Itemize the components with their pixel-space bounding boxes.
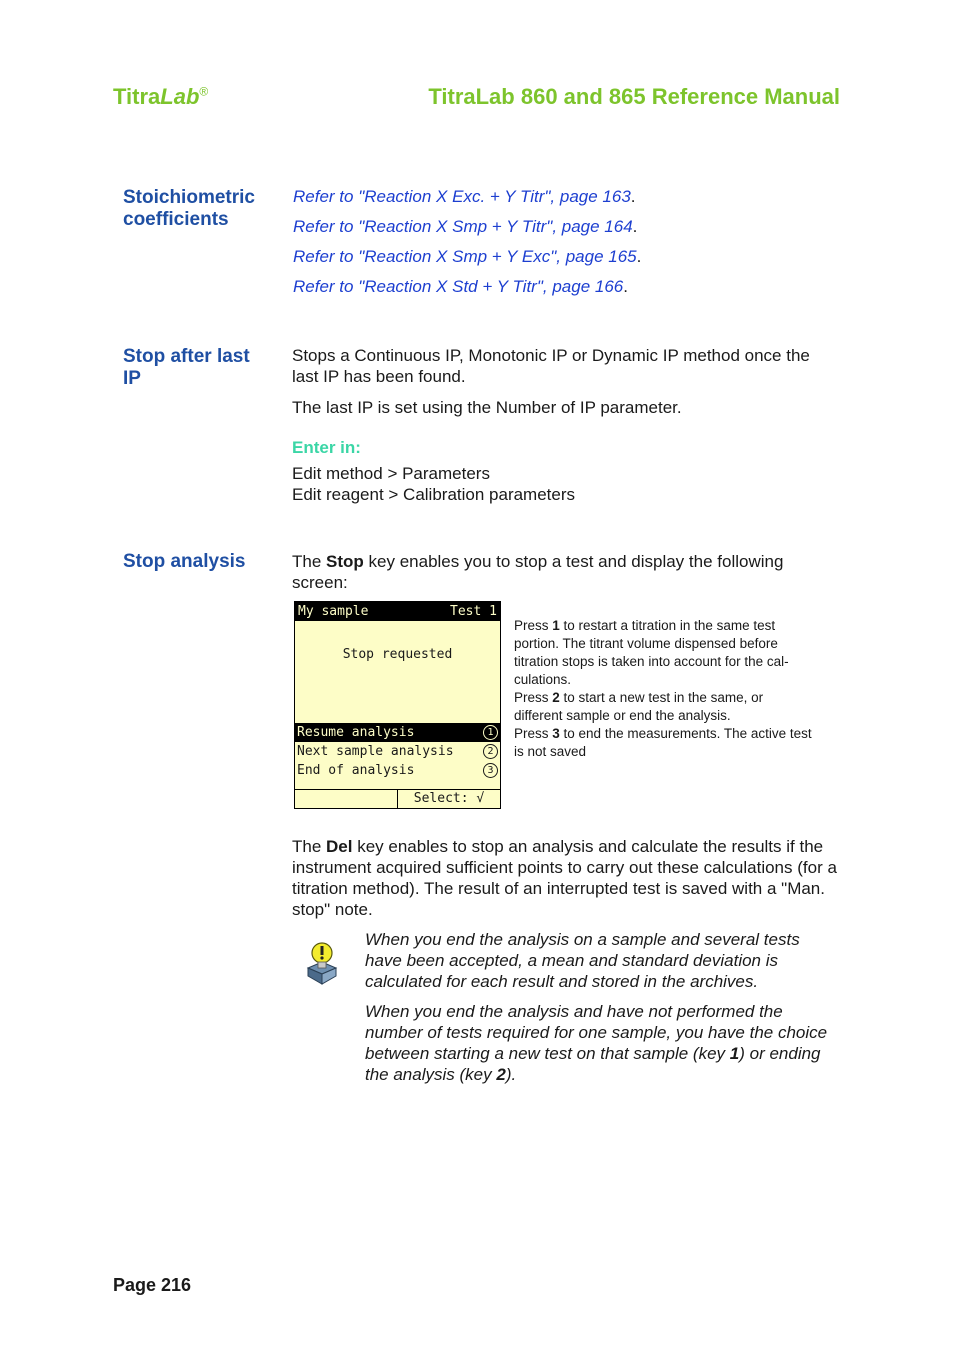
del-key-description: The Del key enables to stop an analysis and calculate the results if the instrument acquired sufficient points to carry out these calculations (for a titration method). The result of an interrupted test is saved with a "Man. stop" note.	[292, 837, 837, 919]
stop-after-description: Stops a Continuous IP, Monotonic IP or Dynamic IP method once the last IP has been found.	[292, 346, 810, 386]
page-number: Page 216	[113, 1275, 192, 1295]
device-screen	[294, 601, 501, 809]
softkey-select[interactable]: Select: √	[413, 791, 485, 806]
menu-path: Edit method > Parameters	[292, 464, 490, 483]
screen-test-number: Test 1	[450, 604, 497, 619]
caption-key-1: Press 1 to restart a titration in the same test portion. The titrant volume dispensed before titration stops is taken into account for the cal-culations.	[514, 618, 789, 687]
screen-option-next-sample[interactable]: Next sample analysis 2	[295, 742, 500, 761]
brand-prefix: Titra	[113, 84, 161, 109]
brand-suffix: Lab	[160, 84, 200, 109]
caption-key-2: Press 2 to start a new test in the same, or different sample or end the analysis.	[514, 690, 764, 723]
caption-key-3: Press 3 to end the measurements. The active test is not saved	[514, 726, 812, 759]
manual-title: TitraLab 860 and 865 Reference Manual	[428, 84, 840, 109]
enter-in-list	[292, 463, 575, 505]
screen-message: Stop requested	[342, 647, 453, 662]
key-3-icon: 3	[483, 763, 498, 778]
reference-links	[293, 187, 641, 297]
screen-option-end[interactable]: End of analysis 3	[295, 761, 500, 780]
brand-mark: ®	[199, 84, 209, 99]
reference-link[interactable]: Refer to "Reaction X Exc. + Y Titr", page 163.	[293, 187, 636, 206]
del-key-name: Del	[326, 837, 353, 856]
key-2-icon: 2	[483, 744, 498, 759]
stop-key-description: The Stop key enables you to stop a test and display the following screen:	[292, 552, 784, 592]
section-title-stop-after-last-ip: Stop after last IP	[123, 346, 250, 389]
screen-header	[295, 602, 500, 621]
reference-link[interactable]: Refer to "Reaction X Std + Y Titr", page 166.	[293, 277, 628, 296]
section-title-stop-analysis: Stop analysis	[123, 551, 246, 572]
tip-bulb-icon	[304, 940, 340, 986]
brand-logo	[113, 84, 208, 110]
screen-sample-name: My sample	[298, 604, 369, 619]
note-incomplete-tests: When you end the analysis and have not performed the number of tests required for one sample, you have the choice between starting a new test on that sample (key 1) or ending the analysis (key 2).	[365, 1002, 828, 1084]
screen-option-resume[interactable]: Resume analysis 1	[295, 723, 500, 742]
screen-captions	[514, 617, 814, 761]
reference-link[interactable]: Refer to "Reaction X Smp + Y Titr", page 164.	[293, 217, 638, 236]
stop-after-note: The last IP is set using the Number of IP parameter.	[292, 398, 682, 417]
key-1-icon: 1	[483, 725, 498, 740]
enter-in-label: Enter in:	[292, 438, 361, 457]
softkey-left[interactable]	[295, 790, 398, 808]
reference-link[interactable]: Refer to "Reaction X Smp + Y Exc", page 165.	[293, 247, 642, 266]
note-mean-std: When you end the analysis on a sample and several tests have been accepted, a mean and standard deviation is calculated for each result and stored in the archives.	[365, 930, 800, 991]
screen-softkeys	[295, 789, 500, 808]
stop-key-name: Stop	[326, 552, 364, 571]
section-title-stoichiometric: Stoichiometric coefficients	[123, 187, 255, 230]
menu-path: Edit reagent > Calibration parameters	[292, 485, 576, 504]
